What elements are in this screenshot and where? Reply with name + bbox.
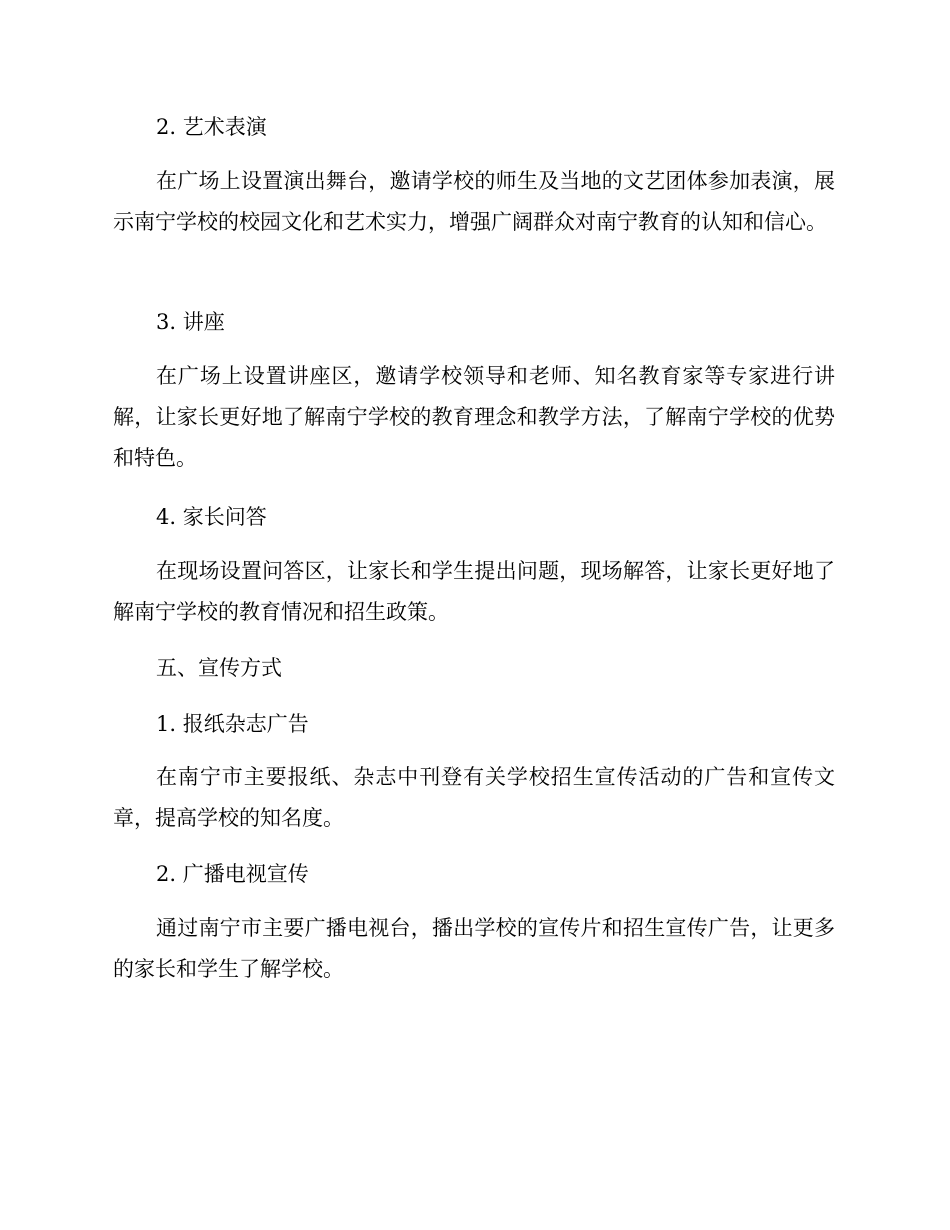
section-heading-lecture: 3. 讲座	[156, 310, 225, 334]
section-body-art-performance: 在广场上设置演出舞台，邀请学校的师生及当地的文艺团体参加表演，展示南宁学校的校园文化和艺术实力，增强广阔群众对南宁教育的认知和信心。	[113, 169, 835, 234]
section-heading-print-ads: 1. 报纸杂志广告	[156, 712, 309, 736]
section-heading-parent-qa: 4. 家长问答	[156, 505, 267, 529]
section-heading-broadcast: 2. 广播电视宣传	[156, 862, 309, 886]
section-body-parent-qa: 在现场设置问答区，让家长和学生提出问题，现场解答，让家长更好地了解南宁学校的教育情况和招生政策。	[113, 559, 835, 624]
section-body-broadcast: 通过南宁市主要广播电视台，播出学校的宣传片和招生宣传广告，让更多的家长和学生了解学校。	[113, 916, 835, 981]
section-body-lecture: 在广场上设置讲座区，邀请学校领导和老师、知名教育家等专家进行讲解，让家长更好地了解南宁学校的教育理念和教学方法，了解南宁学校的优势和特色。	[113, 364, 835, 470]
section-body-print-ads: 在南宁市主要报纸、杂志中刊登有关学校招生宣传活动的广告和宣传文章，提高学校的知名度。	[113, 765, 835, 830]
section-heading-publicity-methods: 五、宣传方式	[156, 656, 282, 680]
section-heading-art-performance: 2. 艺术表演	[156, 115, 267, 139]
